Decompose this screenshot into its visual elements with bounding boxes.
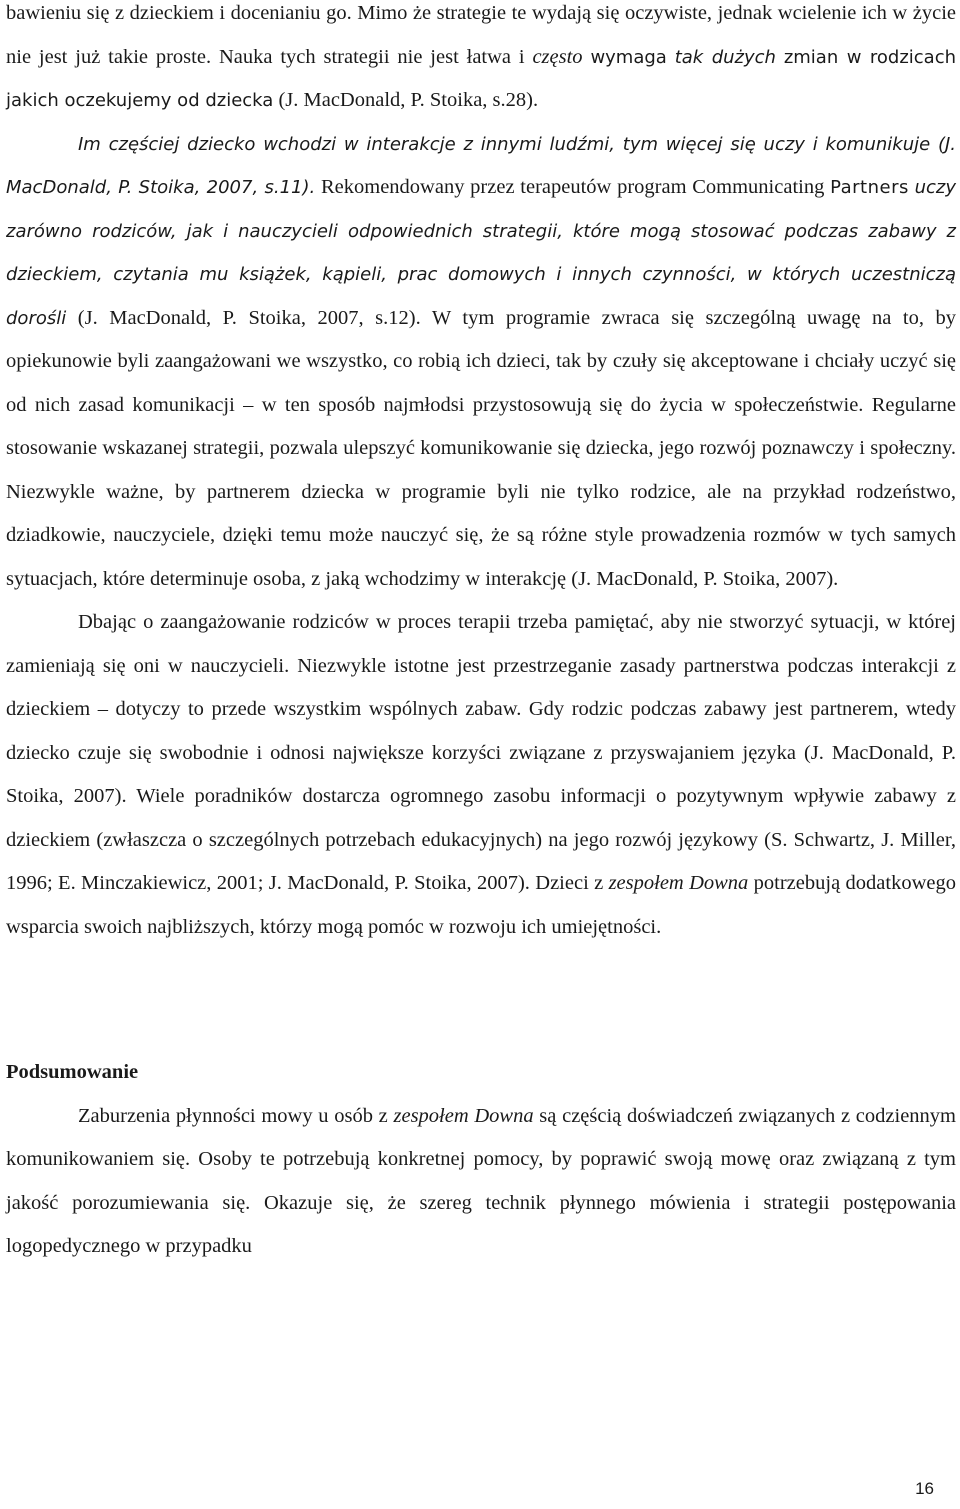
italic-run: zespołem Downa (608, 872, 749, 894)
document-page (6, 0, 956, 1269)
paragraph-parent-involvement (6, 601, 956, 949)
paragraph-strategies (6, 0, 956, 123)
text-run: potrzebują dodatkowego wsparcia swoich najbliższych, którzy mogą pomóc w rozwoju ich umiejętności. (6, 872, 956, 938)
italic-run: zespołem Downa (393, 1104, 534, 1127)
text-run: zmian w rodzicach jakich oczekujemy od dziecka (6, 46, 957, 111)
text-run: Zaburzenia płynności mowy u osób z (78, 1104, 394, 1127)
section-heading: Podsumowanie (6, 1061, 139, 1083)
text-run: (J. MacDonald, P. Stoika, 2007, s.12). W tym programie zwraca się szczególną uwagę na to, by opiekunowie byli zaangażowani we wszystko, co robią ich dzieci, tak by czuły się akceptowane i chciały uczyć się od nich zasad komunikacji – w ten sposób najmłodsi przystosowują się do życia w społeczeństwie. Regularne stosowanie wskazanej strategii, pozwala ulepszyć komunikowanie się dziecka, jego rozwój poznawczy i społeczny. Niezwykle ważne, by partnerem dziecka w programie byli nie tylko rodzice, ale na przykład rodzeństwo, dziadkowie, nauczyciele, dzięki temu może nauczyć się, że są różne style prowadzenia rozmów w tych samych sytuacjach, które determinuje osoba, z jaką wchodzimy w interakcję (J. MacDonald, P. Stoika, 2007). (6, 306, 956, 590)
page-number: 16 (915, 1479, 934, 1498)
text-run (776, 46, 784, 68)
italic-run: tak dużych (674, 46, 776, 68)
text-run (667, 46, 675, 68)
paragraph-summary (6, 1095, 956, 1269)
text-run: Rekomendowany przez terapeutów program Communicating (315, 176, 831, 198)
italic-run: często (532, 45, 583, 68)
text-run: wymaga (590, 46, 667, 68)
italic-run: uczy zarówno rodziców, jak i nauczycieli odpowiednich strategii, które mogą stosować podczas zabawy z dzieckiem, czytania mu książek, kąpieli, prac domowych i innych czynności, w których uczestniczą dorośli (6, 177, 957, 329)
text-run: Partners (830, 177, 909, 198)
text-run: (J. MacDonald, P. Stoika, s.28). (273, 89, 539, 111)
text-run: Dbając o zaangażowanie rodziców w proces terapii trzeba pamiętać, aby nie stworzyć sytuacji, w której zamieniają się oni w nauczycieli. Niezwykle istotne jest przestrzeganie zasady partnerstwa podczas interakcji z dzieckiem – dotyczy to przede wszystkim wspólnych zabaw. Gdy rodzic podczas zabawy jest partnerem, wtedy dziecko czuje się swobodnie i odnosi największe korzyści związane z przyswajaniem języka (J. MacDonald, P. Stoika, 2007). Wiele poradników dostarcza ogromnego zasobu informacji o pozytywnym wpływie zabawy z dzieckiem (zwłaszcza o szczególnych potrzebach edukacyjnych) na jego rozwój językowy (S. Schwartz, J. Miller, 1996; E. Minczakiewicz, 2001; J. MacDonald, P. Stoika, 2007). Dzieci z (6, 611, 956, 894)
paragraph-communicating-partners (6, 123, 956, 602)
text-run: bawieniu się z dzieckiem i docenianiu go. Mimo że strategie te wydają się oczywiste, jednak wcielenie ich w życie nie jest już takie proste. Nauka tych strategii nie jest łatwa i (6, 2, 956, 68)
italic-run: Im częściej dziecko wchodzi w interakcje z innymi ludźmi, tym więcej się uczy i komunikuje (J. MacDonald, P. Stoika, 2007, s.11). (6, 133, 956, 198)
text-run: są częścią doświadczeń związanych z codziennym komunikowaniem się. Osoby te potrzebują konkretnej pomocy, by poprawić swoją mowę oraz związaną z tym jakość porozumiewania się. Okazuje się, że szereg technik płynnego mówienia i strategii postępowania logopedycznego w przypadku (6, 1104, 956, 1257)
